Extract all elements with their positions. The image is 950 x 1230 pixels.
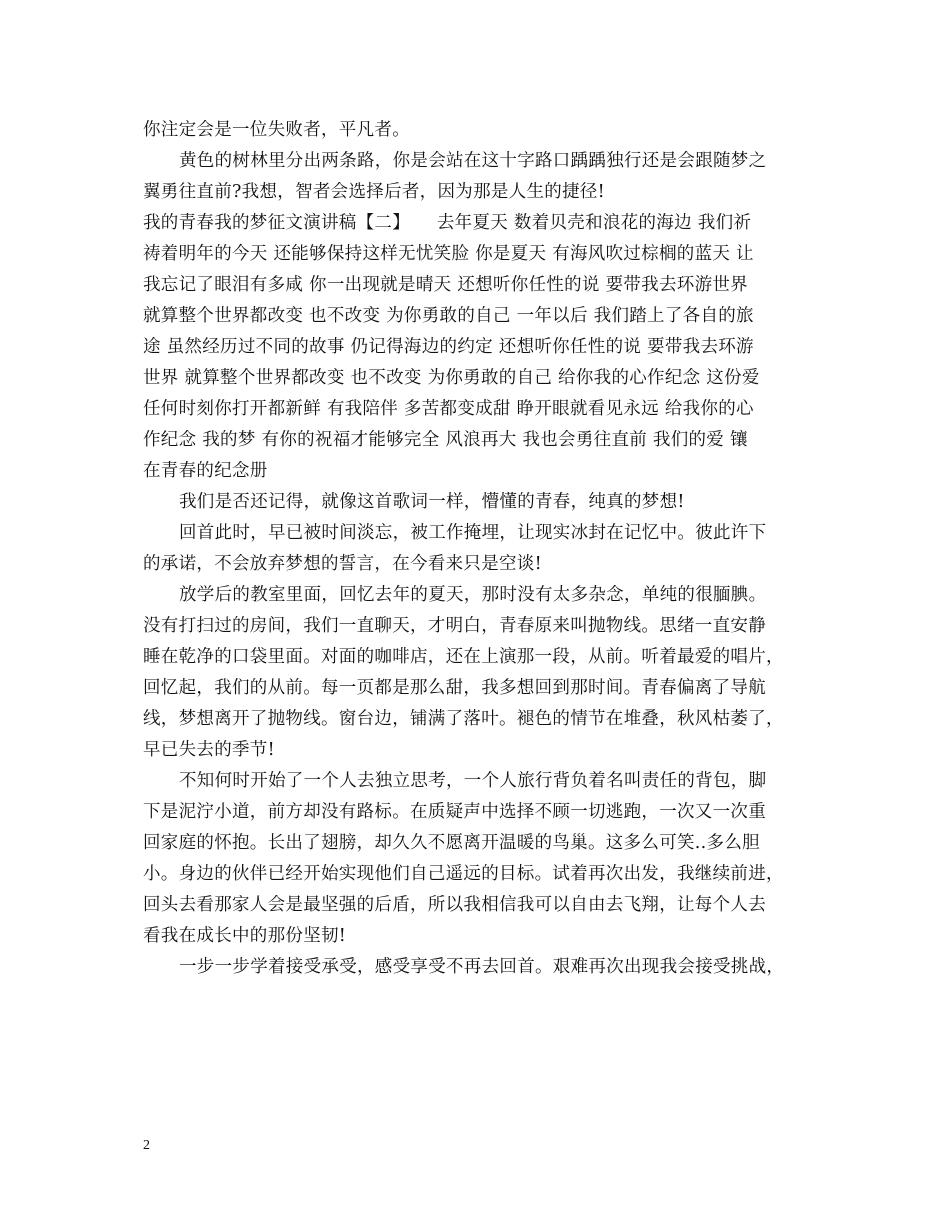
text-line: 我的青春我的梦征文演讲稿【二】 去年夏天 数着贝壳和浪花的海边 我们祈 (143, 213, 752, 233)
text-line: 不知何时开始了一个人去独立思考，一个人旅行背负着名叫责任的背包，脚 (179, 771, 767, 791)
text-line: 回家庭的怀抱。长出了翅膀，却久久不愿离开温暖的鸟巢。这多么可笑..多么胆 (143, 833, 760, 853)
text-line: 没有打扫过的房间，我们一直聊天，才明白，青春原来叫抛物线。思绪一直安静 (143, 616, 766, 636)
text-line: 回头去看那家人会是最坚强的后盾，所以我相信我可以自由去飞翔，让每个人去 (143, 895, 766, 915)
text-line: 作纪念 我的梦 有你的祝福才能够完全 风浪再大 我也会勇往直前 我们的爱 镶 (143, 430, 748, 450)
text-line: 线，梦想离开了抛物线。窗台边，铺满了落叶。褪色的情节在堆叠，秋风枯萎了， (143, 709, 784, 729)
text-line: 一步一步学着接受承受，感受享受不再去回首。艰难再次出现我会接受挑战， (179, 957, 785, 977)
text-line: 在青春的纪念册 (143, 461, 268, 481)
text-line: 小。身边的伙伴已经开始实现他们自己遥远的目标。试着再次出发，我继续前进， (143, 864, 784, 884)
text-line: 看我在成长中的那份坚韧! (143, 926, 347, 946)
text-line: 睡在乾净的口袋里面。对面的咖啡店，还在上演那一段，从前。听着最爱的唱片， (143, 647, 784, 667)
text-line: 早已失去的季节! (143, 740, 275, 760)
body-text (143, 115, 823, 983)
text-line: 黄色的树林里分出两条路，你是会站在这十字路口踽踽独行还是会跟随梦之 (179, 151, 767, 171)
text-line: 的承诺，不会放弃梦想的誓言，在今看来只是空谈! (143, 554, 542, 574)
text-line: 回首此时，早已被时间淡忘，被工作掩埋，让现实冰封在记忆中。彼此许下 (179, 523, 767, 543)
page-number: 2 (143, 1138, 150, 1153)
text-line: 我忘记了眼泪有多咸 你一出现就是晴天 还想听你任性的说 要带我去环游世界 (143, 275, 748, 295)
text-line: 就算整个世界都改变 也不改变 为你勇敢的自己 一年以后 我们踏上了各自的旅 (143, 306, 754, 326)
text-line: 放学后的教室里面，回忆去年的夏天，那时没有太多杂念，单纯的很腼腆。 (179, 585, 767, 605)
text-line: 回忆起，我们的从前。每一页都是那么甜，我多想回到那时间。青春偏离了导航 (143, 678, 766, 698)
text-line: 我们是否还记得，就像这首歌词一样，懵懂的青春，纯真的梦想! (179, 492, 685, 512)
text-line: 翼勇往直前?我想，智者会选择后者，因为那是人生的捷径! (143, 182, 606, 202)
text-line: 你注定会是一位失败者，平凡者。 (143, 120, 410, 140)
text-line: 祷着明年的今天 还能够保持这样无忧笑脸 你是夏天 有海风吹过棕榈的蓝天 让 (143, 244, 754, 264)
text-line: 任何时刻你打开都新鲜 有我陪伴 多苦都变成甜 睁开眼就看见永远 给我你的心 (143, 399, 754, 419)
text-line: 下是泥泞小道，前方却没有路标。在质疑声中选择不顾一切逃跑，一次又一次重 (143, 802, 766, 822)
text-line: 途 虽然经历过不同的故事 仍记得海边的约定 还想听你任性的说 要带我去环游 (143, 337, 754, 357)
text-line: 世界 就算整个世界都改变 也不改变 为你勇敢的自己 给你我的心作纪念 这份爱 (143, 368, 760, 388)
